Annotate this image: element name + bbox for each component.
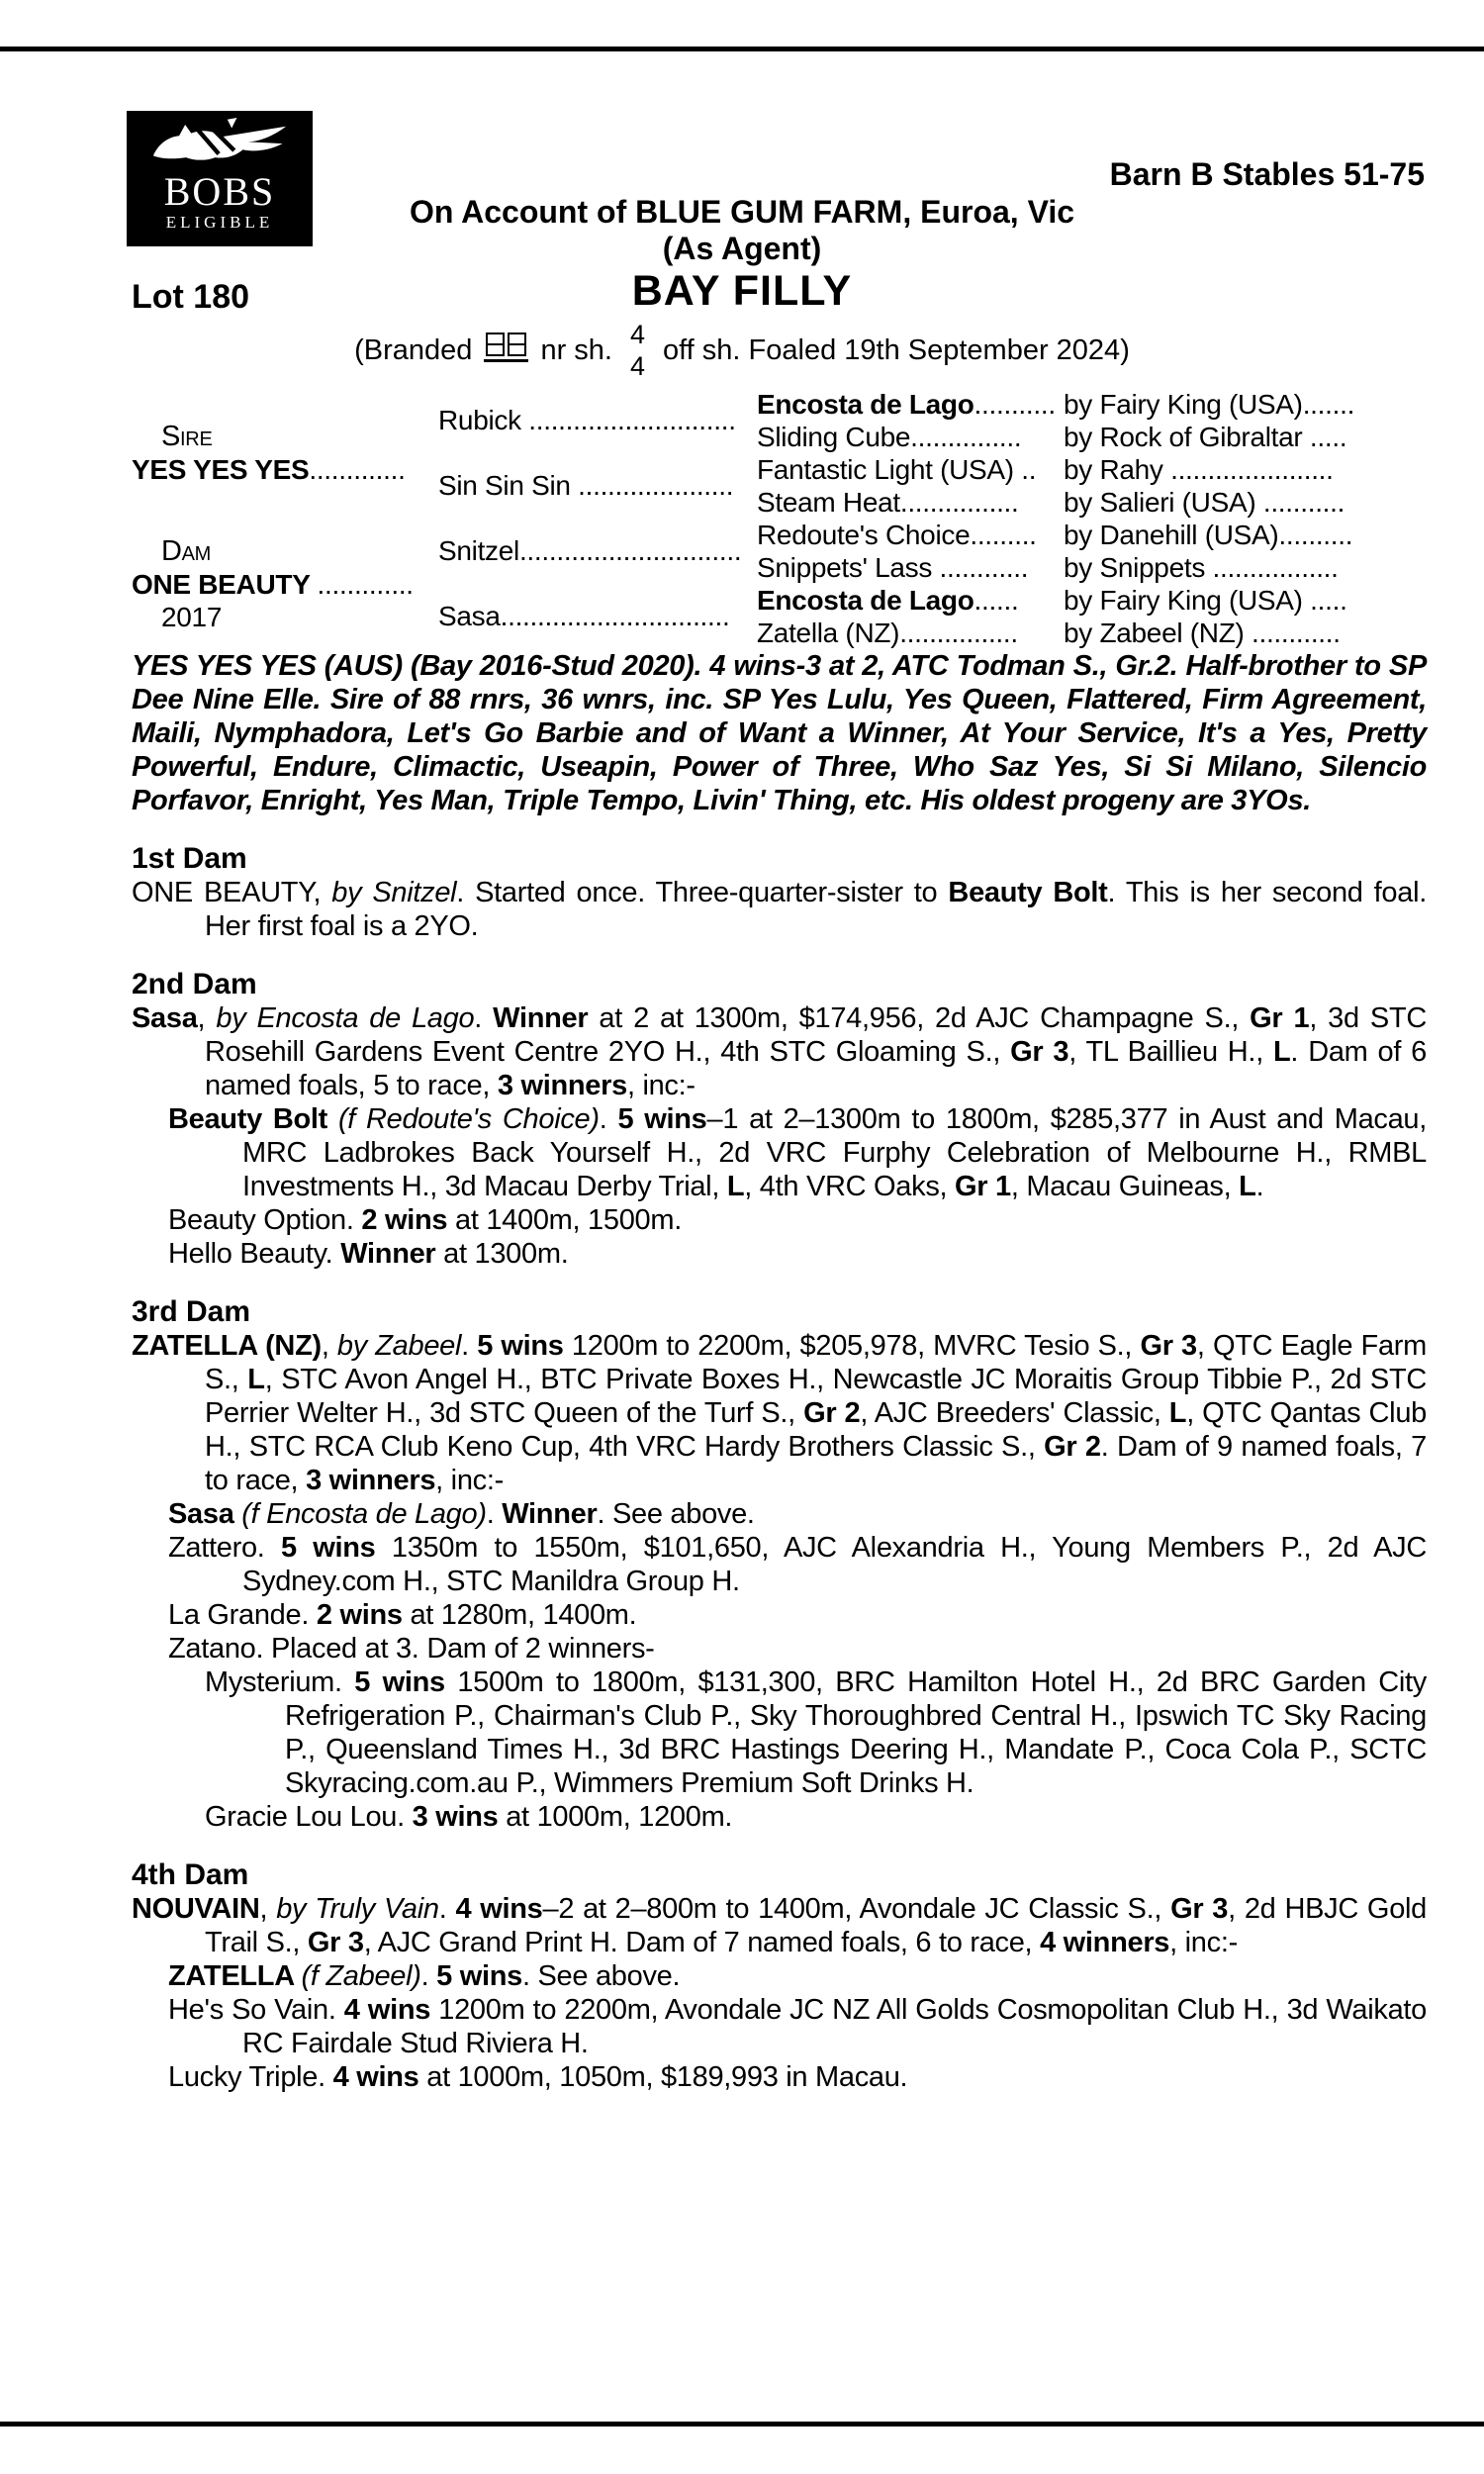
granddam-sire-side: Sin Sin Sin ..................... (438, 470, 734, 501)
sire-label: Sire (161, 421, 213, 452)
near-shoulder-text: nr sh. (540, 333, 612, 366)
para-zatano: Zatano. Placed at 3. Dam of 2 winners- (168, 1633, 655, 1665)
para-lucky-triple: Lucky Triple. 4 wins at 1000m, 1050m, $189,993 in Macau. (168, 2061, 908, 2093)
gen3-name: Redoute's Choice......... (757, 519, 1037, 550)
dam-block (132, 519, 438, 649)
barn-label: Barn B Stables 51-75 (1109, 156, 1425, 192)
gen4-sire-line: by Danehill (USA).......... (1064, 519, 1353, 550)
para-zatella: ZATELLA (NZ), by Zabeel. 5 wins 1200m to 2200m, $205,978, MVRC Tesio S., Gr 3, QTC Eagle Farm S., L, STC Avon Angel H., BTC Private Boxes H., Newcastle JC Moraitis Group Tibbie P., 2d STC Perrier Welter H., 3d STC Queen of the Turf S., Gr 2, AJC Breeders' Classic, L, QTC Qantas Club H., STC RCA Club Keno Cup, 4th VRC Hardy Brothers Classic S., Gr 2. Dam of 9 named foals, 7 to race, 3 winners, inc:- (132, 1330, 1428, 1496)
para-hello-beauty: Hello Beauty. Winner at 1300m. (168, 1238, 569, 1270)
dam-name: ONE BEAUTY ............. (132, 568, 414, 600)
sire-name: YES YES YES............. (132, 454, 406, 485)
logo-subtext: ELIGIBLE (165, 213, 274, 232)
gen4-sire-line: by Snippets ................. (1064, 551, 1339, 583)
para-zatella-ref: ZATELLA (f Zabeel). 5 wins. See above. (168, 1960, 681, 1992)
para-beauty-bolt: Beauty Bolt (f Redoute's Choice). 5 wins–1 at 2–1300m to 1800m, $285,377 in Aust and Macau, MRC Ladbrokes Back Yourself H., 2d VRC Furphy Celebration of Melbourne H., RMBL Investments H., 3d Macau Derby Trial, L, 4th VRC Oaks, Gr 1, Macau Guineas, L. (168, 1103, 1428, 1202)
para-one-beauty: ONE BEAUTY, by Snitzel. Started once. Three-quarter-sister to Beauty Bolt. This is her second foal. Her first foal is a 2YO. (132, 877, 1427, 942)
consignor-line: On Account of BLUE GUM FARM, Euroa, Vic (409, 194, 1075, 230)
para-beauty-option: Beauty Option. 2 wins at 1400m, 1500m. (168, 1204, 682, 1236)
heading-2nd-dam: 2nd Dam (132, 968, 257, 1000)
heading-1st-dam: 1st Dam (132, 842, 247, 875)
grandsire: Rubick ............................ (438, 405, 736, 435)
para-la-grande: La Grande. 2 wins at 1280m, 1400m. (168, 1599, 637, 1631)
branded-line (0, 319, 1484, 382)
para-nouvain: NOUVAIN, by Truly Vain. 4 wins–2 at 2–800m to 1400m, Avondale JC Classic S., Gr 3, 2d HBJC Gold Trail S., Gr 3, AJC Grand Print H. Dam of 7 named foals, 6 to race, 4 winners, inc:- (132, 1893, 1427, 1958)
catalogue-body (0, 649, 1484, 2094)
brand-mark-icon (484, 333, 528, 362)
bottom-border-rule (0, 2422, 1484, 2426)
gen3-name: Snippets' Lass ............ (757, 551, 1029, 583)
foaled-text: off sh. Foaled 19th September 2024) (663, 333, 1130, 366)
gen3-name: Zatella (NZ)................ (757, 617, 1018, 648)
horse-head-icon (145, 118, 294, 171)
brand-number-stack (630, 322, 645, 379)
gen3-name: Encosta de Lago ...... (757, 584, 1019, 616)
sire-block (132, 388, 438, 519)
para-gracie-lou-lou: Gracie Lou Lou. 3 wins at 1000m, 1200m. (205, 1801, 733, 1833)
sire-race-record: YES YES YES (AUS) (Bay 2016-Stud 2020). 4 wins-3 at 2, ATC Todman S., Gr.2. Half-brother to SP Dee Nine Elle. Sire of 88 rnrs, 36 wnrs, inc. SP Yes Lulu, Yes Queen, Flattered, Firm Agreement, Maili, Nymphadora, Let's Go Barbie and of Want a Winner, At Your Service, It's a Yes, Pretty Powerful, Endure, Climactic, Useapin, Power of Three, Who Saz Yes, Si Si Milano, Silencio Porfavor, Enright, Yes Man, Triple Tempo, Livin' Thing, etc. His oldest progeny are 3YOs. (132, 650, 1427, 816)
granddam-dam-side: Sasa............................... (438, 601, 730, 631)
page-header (0, 0, 1484, 388)
heading-4th-dam: 4th Dam (132, 1858, 249, 1891)
gen4-sire-line: by Rock of Gibraltar ..... (1064, 421, 1347, 452)
gen4-sire-line: by Zabeel (NZ) ............ (1064, 617, 1341, 648)
brand-number-top: 4 (629, 320, 646, 349)
lot-number: Lot 180 (132, 278, 250, 316)
gen4-sire-line: by Fairy King (USA)....... (1064, 388, 1355, 420)
pedigree-table (0, 388, 1484, 649)
gen3-name: Steam Heat................ (757, 486, 1019, 518)
gen4-sire-line: by Fairy King (USA) ..... (1064, 584, 1347, 616)
brand-number-bottom: 4 (629, 351, 646, 381)
agent-line: (As Agent) (662, 231, 822, 266)
gen3-name: Encosta de Lago ........... (757, 388, 1056, 420)
para-sasa-ref: Sasa (f Encosta de Lago). Winner. See above. (168, 1498, 755, 1530)
gen4-sire-line: by Salieri (USA) ........... (1064, 486, 1345, 518)
logo-text: BOBS (163, 169, 276, 214)
horse-title: BAY FILLY (631, 267, 853, 315)
gen4-sire-line: by Rahy ...................... (1064, 453, 1334, 485)
damsire: Snitzel.............................. (438, 535, 742, 566)
para-sasa: Sasa, by Encosta de Lago. Winner at 2 at 1300m, $174,956, 2d AJC Champagne S., Gr 1, 3d STC Rosehill Gardens Event Centre 2YO H., 4th STC Gloaming S., Gr 3, TL Baillieu H., L. Dam of 6 named foals, 5 to race, 3 winners, inc:- (132, 1002, 1427, 1101)
gen3-name: Fantastic Light (USA) .. (757, 453, 1037, 485)
gen3-name: Sliding Cube............... (757, 421, 1022, 452)
heading-3rd-dam: 3rd Dam (132, 1295, 251, 1328)
branded-open-text: (Branded (354, 333, 473, 366)
para-hes-so-vain: He's So Vain. 4 wins 1200m to 2200m, Avondale JC NZ All Golds Cosmopolitan Club H., 3d Waikato RC Fairdale Stud Riviera H. (168, 1994, 1428, 2059)
para-mysterium: Mysterium. 5 wins 1500m to 1800m, $131,300, BRC Hamilton Hotel H., 2d BRC Garden City Refrigeration P., Chairman's Club P., Sky Thoroughbred Central H., Ipswich TC Sky Racing P., Queensland Times H., 3d BRC Hastings Deering H., Mandate P., Coca Cola P., SCTC Skyracing.com.au P., Wimmers Premium Soft Drinks H. (205, 1666, 1428, 1799)
dam-year: 2017 (161, 601, 223, 632)
dam-label: Dam (161, 534, 212, 567)
para-zattero: Zattero. 5 wins 1350m to 1550m, $101,650, AJC Alexandria H., Young Members P., 2d AJC Sydney.com H., STC Manildra Group H. (168, 1532, 1428, 1597)
